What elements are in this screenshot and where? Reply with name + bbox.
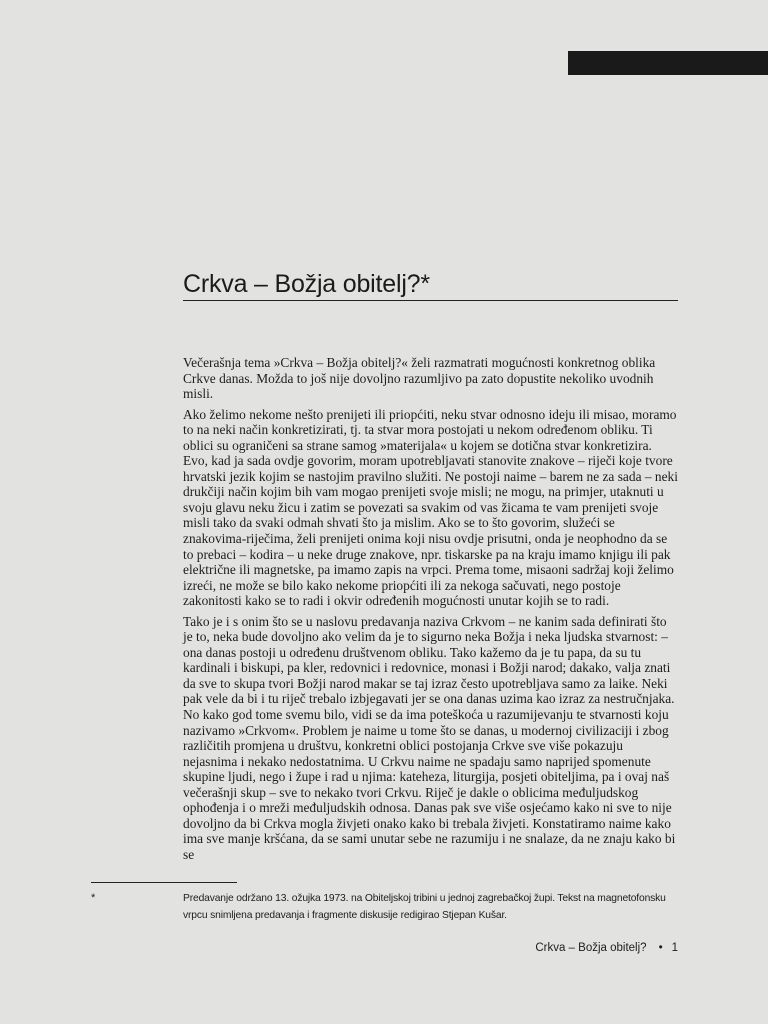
title-rule — [183, 300, 678, 301]
chapter-title: Crkva – Božja obitelj?* — [183, 270, 430, 298]
paragraph: Tako je i s onim što se u naslovu predavanja naziva Crkvom – ne kanim sada definirati što je to, neka bude dovoljno ako velim da je to sigurno neka Božja i neka ljudska stvarnost: – ona danas postoji u određenu društvenom obliku. Tako kažemo da je tu papa, da su tu kardinali i biskupi, pa kler, redovnici i redovnice, monasi i Božji narod; dakako, valja znati da sve to skupa tvori Božji narod makar se taj izraz često upotrebljava samo za laike. Neki pak vele da bi i tu riječ trebalo izbjegavati jer se ona danas uzima kao izraz za nestručnjaka. No kako god tome svemu bilo, vidi se da ima poteškoća u razumijevanju te stvarnosti koju nazivamo »Crkvom«. Problem je naime u tome što se danas, u modernoj civilizaciji i zbog različitih promjena u društvu, konkretni oblici postojanja Crkve sve više pokazuju nejasnima i nekako nedostatnima. U Crkvu naime ne spadaju samo naprijed spomenute skupine ljudi, nego i župe i rad u njima: kateheza, liturgija, posjeti obiteljima, pa i ovaj naš večerašnji skup – sve to nekako tvori Crkvu. Riječ je dakle o oblicima međuljudskog ophođenja i o mreži međuljudskih odnosa. Danas pak sve više osjećamo kako ni sve to nije dovoljno da bi Crkva mogla živjeti onako kako bi trebala živjeti. Konstatiramo naime kako ima sve manje kršćana, da se sami unutar sebe ne razumiju i ne snalaze, da ne znaju kako bi se — [183, 613, 676, 862]
body-text — [183, 355, 678, 868]
page-number: 1 — [671, 942, 678, 954]
footnote-rule — [91, 882, 237, 883]
header-bar — [568, 51, 768, 75]
footnote-text: Predavanje održano 13. ožujka 1973. na Obiteljskoj tribini u jednoj zagrebačkoj župi. Tekst na magnetofonsku vrpcu snimljena predavanja i fragmente diskusije redigirao Stjepan Kušar. — [183, 893, 666, 921]
running-footer-title: Crkva – Božja obitelj? — [535, 942, 647, 954]
paragraph: Večerašnja tema »Crkva – Božja obitelj?« želi razmatrati mogućnosti konkretnog oblika Crkve danas. Možda to još nije dovoljno razumljivo pa zato dopustite nekoliko uvodnih misli. — [183, 355, 656, 402]
paragraph: Ako želimo nekome nešto prenijeti ili priopćiti, neku stvar odnosno ideju ili misao, moramo to na neki način konkretizirati, tj. ta stvar mora postojati u nekom određenom obliku. Ti oblici su ograničeni sa strane samog »materijala« u kojem se dotična stvar konkretizira. Evo, kad ja sada ovdje govorim, moram upotrebljavati stanovite znakove – riječi koje tvore hrvatski jezik kojim se nastojim pravilno služiti. Ne postoji naime – barem ne za sada – neki drukčiji način kojim bih vam mogao prenijeti svoje misli; ne mogu, na primjer, utaknuti u svoju glavu neku žicu i zatim se povezati sa svakim od vas žicama te vam prenijeti svoje misli tako da svaki odmah shvati što ja mislim. Ako se to što govorim, služeći se znakovima-riječima, želi prenijeti onima koji nisu ovdje prisutni, onda je neophodno da se to prebaci – kodira – u neke druge znakove, npr. tiskarske pa na kraju imamo knjigu ili pak električne ili magnetske, pa imamo zapis na vrpci. Prema tome, misaoni sadržaj koji želimo izreći, ne može se bilo kako nekome priopćiti ili za nekoga sačuvati, nego postoje zakonitosti kako se to radi i okvir određenih mogućnosti unutar kojih se to radi. — [183, 406, 678, 609]
running-footer — [535, 940, 678, 956]
footnote-mark: * — [91, 892, 96, 904]
running-footer-separator: • — [658, 942, 663, 954]
